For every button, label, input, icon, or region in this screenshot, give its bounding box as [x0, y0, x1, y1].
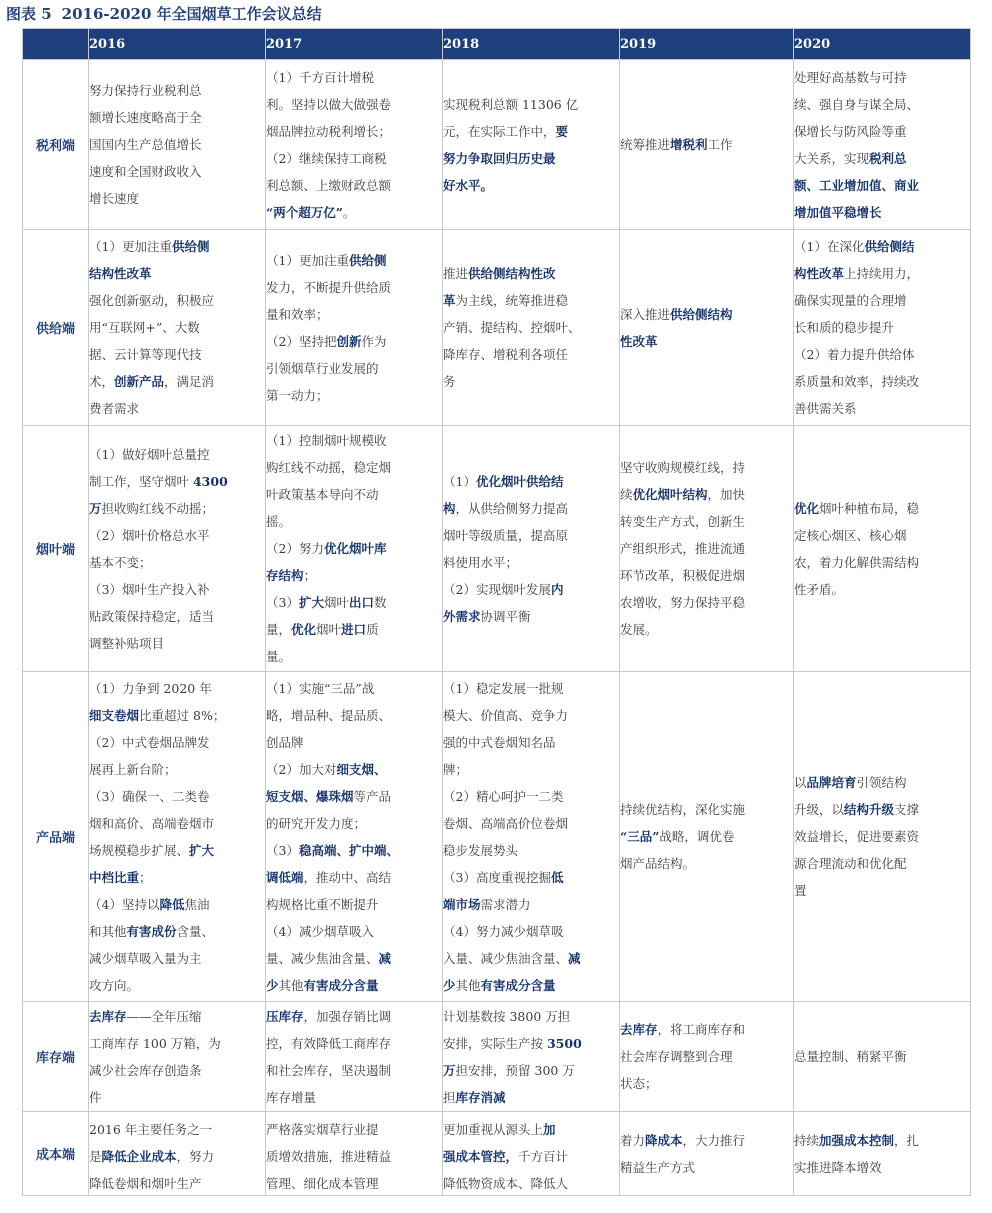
emphasis-text: 去库存 — [89, 1008, 127, 1024]
text-run: （1）稳定发展一批规 模大、价值高、竞争力 强的中式卷烟知名品 牌； （2）精心呵护一二类 卷烟、高端高价位卷烟 稳步发展势头 （3）高度重视挖掘 — [443, 680, 569, 885]
text-run: 努力保持行业税利总 额增长速度略高于全 国国内生产总值增长 速度和全国财政收入 增长速度 — [89, 83, 202, 206]
table-cell — [89, 1112, 266, 1196]
table-cell — [620, 426, 794, 672]
text-run: 以 — [794, 775, 807, 790]
text-run: 担安排，预留 300 万 担 — [443, 1062, 575, 1105]
cell-text — [620, 301, 793, 355]
table-cell — [620, 1112, 794, 1196]
text-run: 其他 — [278, 977, 304, 993]
emphasis-text: 有害成分含量 — [303, 977, 379, 993]
text-run: 上持续用力， 确保实现量的合理增 长和质的稳步提升 （2）着力提升供给体 系质量和效率，持续改 善供需关系 — [794, 266, 920, 416]
emphasis-text: “两个超万亿” — [266, 204, 343, 220]
emphasis-text: 有害成份 — [126, 923, 177, 939]
text-run: 为主线，统筹推进稳 产销、提结构、控烟叶、 降库存、增税利各项任 务 — [443, 293, 581, 389]
text-run: ，加强存销比调 控，有效降低工商库存 和社会库存，坚决遏制 库存增量 — [266, 1008, 392, 1105]
table-row — [23, 230, 971, 426]
cell-text — [443, 1116, 619, 1192]
emphasis-text: 减 少 — [266, 950, 392, 993]
emphasis-text: 内 外需求 — [443, 581, 564, 624]
text-run: 千方百计 降低物资成本、降低人 — [443, 1148, 569, 1191]
text-run: 统筹推进 — [620, 137, 671, 152]
cell-text — [794, 1043, 970, 1070]
table-cell — [89, 60, 266, 230]
text-run: ——全年压缩 工商库存 100 万箱，为 减少社会库存创造条 件 — [89, 1008, 221, 1105]
text-run: 担收购红线不动摇； （2）烟叶价格总水平 基本不变； （3）烟叶生产投入补 贴政策保持稳定，适当 调整补贴项目 — [89, 500, 215, 651]
row-label: 税利端 — [23, 60, 89, 230]
text-run: 强化创新驱动，积极应 用“互联网+”、大数 据、云计算等现代技 术， — [89, 293, 215, 389]
text-run: （1）力争到 2020 年 — [89, 680, 212, 696]
figure-caption — [6, 2, 322, 26]
text-run: 总量控制、稍紧平衡 — [794, 1049, 907, 1064]
emphasis-text: “三品” — [620, 829, 660, 844]
cell-text — [266, 247, 442, 409]
cell-text — [443, 468, 619, 630]
emphasis-text: 去库存 — [620, 1022, 658, 1037]
emphasis-text: 4300 万 — [89, 473, 228, 516]
cell-text — [794, 495, 970, 603]
emphasis-text: 压库存 — [266, 1008, 304, 1024]
table-cell — [620, 672, 794, 1002]
text-run: ，加快 转变生产方式，创新生 产组织形式，推进流通 环节改革，积极促进烟 农增收，努力保持平稳 发展。 — [620, 487, 746, 637]
cell-text — [89, 1003, 265, 1111]
emphasis-text: 优化烟叶供给结 构 — [443, 473, 564, 516]
text-run: 数 量， — [266, 595, 387, 637]
table-cell — [266, 1112, 443, 1196]
text-run: 烟叶种植布局，稳 定核心烟区、核心烟 农，着力化解供需结构 性矛盾。 — [794, 500, 920, 597]
emphasis-text: 创新 — [336, 333, 362, 349]
table-cell — [266, 672, 443, 1002]
emphasis-text: 优化烟叶库 存结构 — [266, 541, 387, 583]
cell-text — [620, 131, 793, 158]
text-run: 等产品 的研究开发力度； （3） — [266, 788, 392, 858]
emphasis-text: 品牌培育 — [806, 775, 857, 790]
row-label: 产品端 — [23, 672, 89, 1002]
header-year: 2018 — [443, 29, 620, 60]
text-run: （1）更加注重 — [89, 239, 172, 254]
text-run: （1）做好烟叶总量控 制工作，坚守烟叶 — [89, 446, 210, 489]
text-run: 支撑 效益增长，促进要素资 源合理流动和优化配 置 — [794, 802, 920, 898]
table-row — [23, 672, 971, 1002]
emphasis-text: 有害成分含量 — [480, 977, 556, 993]
emphasis-text: 结构升级 — [844, 802, 895, 817]
table-cell — [443, 60, 620, 230]
emphasis-text: 低 端市场 — [443, 869, 564, 912]
text-run: ； （3） — [266, 568, 317, 610]
cell-text — [443, 91, 619, 199]
table-cell — [89, 230, 266, 426]
text-run: 工作 — [707, 137, 733, 152]
text-run: 焦油 和其他 — [89, 896, 210, 939]
text-run: ； （4）坚持以 — [89, 869, 160, 912]
emphasis-text: 加强成本控制 — [819, 1132, 895, 1148]
text-run: ，从供给侧努力提高 烟叶等级质量，提高原 料使用水平； （2）实现烟叶发展 — [443, 500, 569, 597]
emphasis-text: 减 少 — [443, 950, 581, 993]
text-run: 深入推进 — [620, 306, 671, 322]
table-cell — [620, 60, 794, 230]
table-cell — [266, 426, 443, 672]
summary-table — [22, 28, 971, 1196]
text-run: 作为 引领烟草行业发展的 第一动力； — [266, 333, 387, 403]
cell-text — [266, 64, 442, 226]
emphasis-text: 创新产品 — [114, 374, 165, 389]
table-cell — [89, 672, 266, 1002]
text-run: 持续优结构，深化实施 — [620, 802, 746, 817]
text-run: 战略，调优卷 烟产品结构。 — [620, 829, 735, 871]
cell-text — [266, 1003, 442, 1111]
emphasis-text: 稳高端、扩中端、 调低端 — [266, 842, 399, 885]
emphasis-text: 扩大 — [298, 595, 324, 610]
table-cell — [794, 1002, 971, 1112]
text-run: 推进 — [443, 266, 469, 281]
text-run: 发力，不断提升供给质 量和效率； （2）坚持把 — [266, 279, 392, 349]
text-run: 烟叶 — [316, 622, 342, 637]
table-cell — [443, 426, 620, 672]
text-run: 含量、 减少烟草吸入量为主 攻方向。 — [89, 923, 215, 993]
cell-text — [89, 675, 265, 999]
cell-text — [620, 796, 793, 877]
text-run: （1）控制烟叶规模收 购红线不动摇，稳定烟 叶政策基本导向不动 摇。 （2）努力 — [266, 433, 392, 556]
table-cell — [620, 230, 794, 426]
table-row — [23, 60, 971, 230]
table-cell — [443, 1002, 620, 1112]
text-run: 烟叶 — [323, 595, 349, 610]
emphasis-text: 优化 — [291, 622, 317, 637]
cell-text — [89, 233, 265, 422]
cell-text — [620, 454, 793, 643]
emphasis-text: 降低 — [159, 896, 185, 912]
table-cell — [794, 1112, 971, 1196]
emphasis-text: 要 努力争取回归历史最 好水平。 — [443, 123, 569, 193]
text-run: 着力 — [620, 1132, 646, 1148]
text-run: 更加重视从源头上 — [443, 1121, 544, 1137]
table-cell — [443, 230, 620, 426]
table-cell — [620, 1002, 794, 1112]
cell-text — [266, 1116, 442, 1192]
table-cell — [794, 426, 971, 672]
cell-text — [89, 1116, 265, 1192]
emphasis-text: 供给侧 结构性改革 — [89, 239, 210, 281]
table-cell — [266, 1002, 443, 1112]
text-run: （1）更加注重 — [266, 252, 349, 268]
table-cell — [794, 60, 971, 230]
figure-label: 图表 5 — [6, 5, 52, 23]
text-run: ，满足消 费者需求 — [89, 374, 215, 416]
emphasis-text: 优化 — [794, 500, 820, 516]
text-run: ，扎 实推进降本增效 — [794, 1132, 920, 1175]
text-run: 坚守收购规模红线，持 续 — [620, 460, 746, 502]
text-run: 协调平衡 — [480, 608, 531, 624]
cell-text — [266, 675, 442, 999]
text-run: 引领结构 升级，以 — [794, 775, 907, 817]
table-cell — [89, 1002, 266, 1112]
text-run: 2016 年主要任务之一 是 — [89, 1121, 213, 1164]
text-run: （1） — [443, 473, 476, 489]
emphasis-text: 扩大 中档比重 — [89, 842, 215, 885]
cell-text — [443, 675, 619, 999]
table-row — [23, 1002, 971, 1112]
text-run: 持续 — [794, 1132, 820, 1148]
cell-text — [443, 1003, 619, 1111]
emphasis-text: 出口 — [348, 595, 374, 610]
header-year: 2016 — [89, 29, 266, 60]
cell-text — [620, 1016, 793, 1097]
row-label: 供给端 — [23, 230, 89, 426]
cell-text — [794, 64, 970, 226]
cell-text — [266, 427, 442, 670]
text-run: 需求潜力 （4）努力减少烟草吸 入量、减少焦油含量、 — [443, 896, 569, 966]
table-cell — [266, 60, 443, 230]
text-run: 实现税利总额 11306 亿 元，在实际工作中， — [443, 96, 579, 139]
cell-text — [794, 769, 970, 904]
row-label: 库存端 — [23, 1002, 89, 1112]
text-run: ，努力 降低卷烟和烟叶生产 — [89, 1148, 215, 1191]
text-run: （1）实施“三品”战 略，增品种、提品质、 创品牌 （2）加大对 — [266, 680, 392, 777]
emphasis-text: 税利总 额、工业增加值、商业 增加值平稳增长 — [794, 150, 920, 220]
emphasis-text: 供给侧结构 性改革 — [620, 306, 733, 349]
emphasis-text: 增税利 — [670, 137, 708, 152]
text-run: 。 — [342, 204, 356, 220]
emphasis-text: 供给侧 — [348, 252, 387, 268]
table-cell — [266, 230, 443, 426]
table-cell — [443, 1112, 620, 1196]
cell-text — [89, 441, 265, 657]
emphasis-text: 降低企业成本 — [101, 1148, 177, 1164]
table-cell — [794, 672, 971, 1002]
text-run: 计划基数按 3800 万担 安排，实际生产按 — [443, 1008, 571, 1051]
text-run: ，大力推行 精益生产方式 — [620, 1132, 746, 1175]
table-cell — [89, 426, 266, 672]
text-run: ，推动中、高结 构规格比重不断提升 （4）减少烟草吸入 量、减少焦油含量、 — [266, 869, 392, 966]
emphasis-text: 优化烟叶结构 — [632, 487, 708, 502]
table-row — [23, 426, 971, 672]
emphasis-text: 供给侧结 构性改革 — [794, 239, 915, 281]
header-year: 2019 — [620, 29, 794, 60]
table-cell — [443, 672, 620, 1002]
text-run: 比重超过 8%； （2）中式卷烟品牌发 展再上新台阶； （3）确保一、二类卷 烟和高价、高端卷烟市 场规模稳步扩展、 — [89, 707, 226, 858]
table-row — [23, 1112, 971, 1196]
text-run: 严格落实烟草行业提 质增效措施，推进精益 管理、细化成本管理 — [266, 1121, 392, 1191]
emphasis-text: 细支卷烟 — [89, 707, 140, 723]
table-cell — [794, 230, 971, 426]
text-run: 处理好高基数与可持 续、强自身与谋全局、 保增长与防风险等重 大关系，实现 — [794, 69, 920, 166]
cell-text — [89, 77, 265, 212]
emphasis-text: 加 强成本管控， — [443, 1121, 556, 1164]
row-label: 烟叶端 — [23, 426, 89, 672]
emphasis-text: 供给侧结构性改 革 — [443, 266, 556, 308]
text-run: 质 量。 — [266, 622, 379, 664]
emphasis-text: 进口 — [341, 622, 367, 637]
emphasis-text: 细支烟、 短支烟、爆珠烟 — [266, 761, 387, 804]
cell-text — [443, 260, 619, 395]
figure-title: 2016-2020 年全国烟草工作会议总结 — [61, 5, 322, 23]
text-run: （1）千方百计增税 利。坚持以做大做强卷 烟品牌拉动税利增长； （2）继续保持工商税 利总额、上缴财政总额 — [266, 69, 392, 193]
text-run: （1）在深化 — [794, 239, 865, 254]
header-corner — [23, 29, 89, 60]
cell-text — [620, 1127, 793, 1181]
emphasis-text: 3500 万 — [443, 1035, 582, 1078]
text-run: 其他 — [455, 977, 481, 993]
cell-text — [794, 1127, 970, 1181]
header-year: 2017 — [266, 29, 443, 60]
header-row — [23, 29, 971, 60]
row-label: 成本端 — [23, 1112, 89, 1196]
header-year: 2020 — [794, 29, 971, 60]
cell-text — [794, 233, 970, 422]
emphasis-text: 库存消减 — [455, 1089, 506, 1105]
emphasis-text: 降成本 — [645, 1132, 683, 1148]
text-run: ，将工商库存和 社会库存调整到合理 状态； — [620, 1022, 746, 1091]
